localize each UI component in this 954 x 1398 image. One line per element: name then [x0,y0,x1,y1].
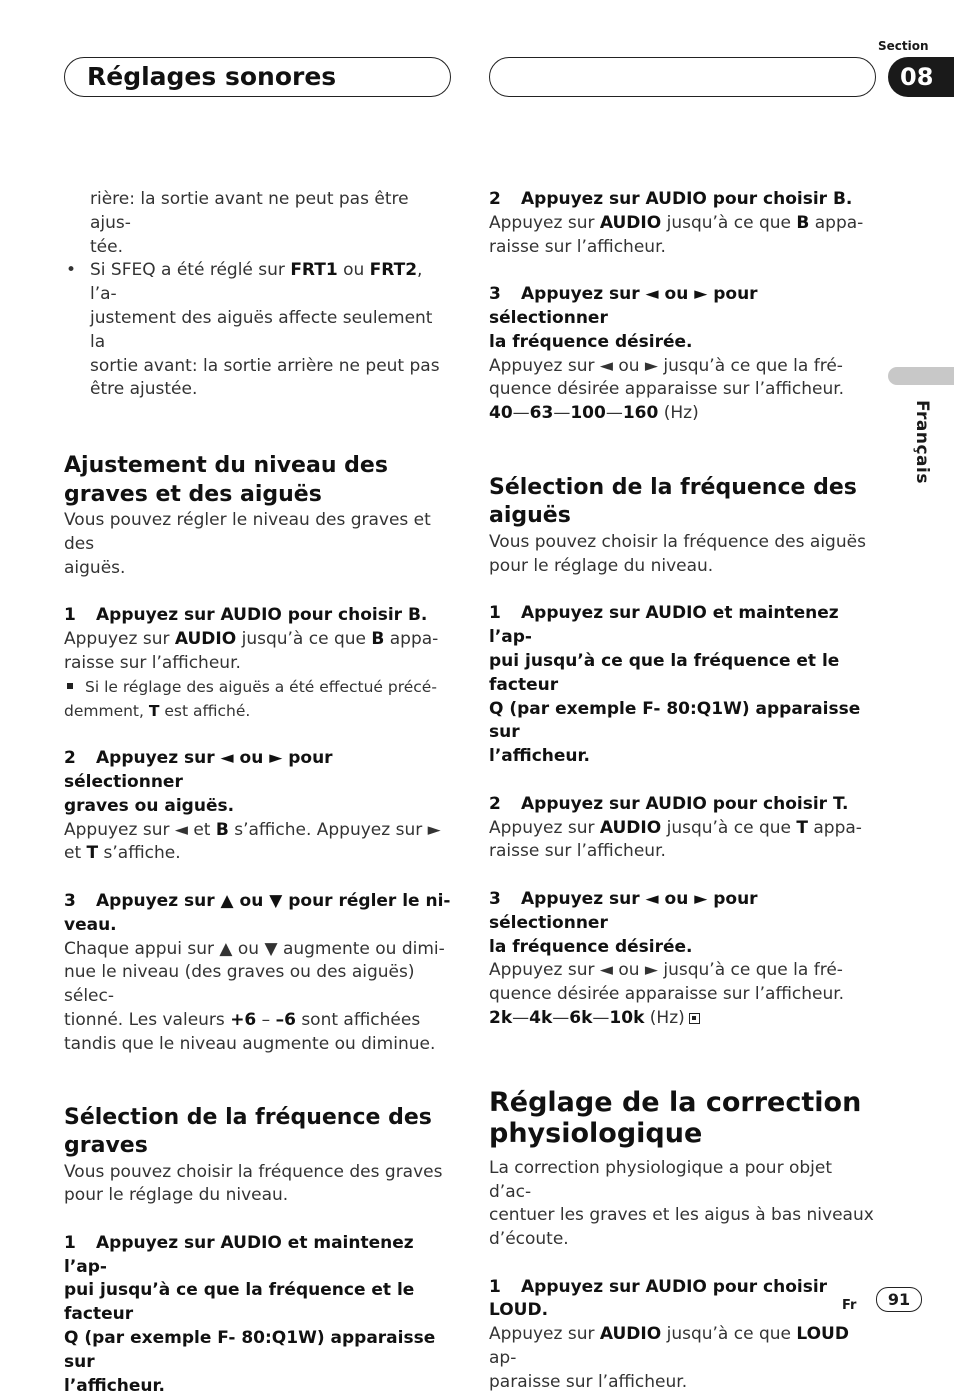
step-body: Appuyez sur ◄ ou ► jusqu’à ce que la fré- [489,355,843,376]
step-heading: 1 Appuyez sur AUDIO et maintenez l’ap- [489,603,839,648]
intro-text: Vous pouvez choisir la fréquence des graves [64,1161,443,1182]
intro-text: pour le réglage du niveau. [489,555,714,576]
step-heading: l’afficheur. [64,1375,165,1396]
intro-text: aiguës. [64,557,126,578]
step-heading: l’afficheur. [489,746,590,767]
step-heading: veau. [64,914,117,935]
bullet-line-4: être ajustée. [90,379,198,400]
bullet-line-3: sortie avant: la sortie arrière ne peut pas [90,355,440,376]
step-heading: Q (par exemple F- 80:Q1W) apparaisse sur [64,1328,436,1372]
intro-text: pour le réglage du niveau. [64,1185,289,1206]
note-text: demment, T est affiché. [64,701,251,720]
intro-text: d’écoute. [489,1229,569,1250]
header-title-box [64,57,451,97]
header-blank-box [489,57,876,97]
step-body: Chaque appui sur ▲ ou ▼ augmente ou dimi- [64,938,445,959]
left-column [64,188,452,1398]
step-body: Appuyez sur AUDIO jusqu’à ce que LOUD ap- [489,1324,849,1369]
step-body: Appuyez sur ◄ ou ► jusqu’à ce que la fré- [489,960,843,981]
step-heading: 2 Appuyez sur AUDIO pour choisir T. [489,793,849,814]
step-body: nue le niveau (des graves ou des aiguës) sélec- [64,962,415,1007]
step-body: raisse sur l’afficheur. [489,841,666,862]
step-heading: pui jusqu’à ce que la fréquence et le facteur [489,650,840,695]
step-body: tionné. Les valeurs +6 – –6 sont affichées [64,1009,421,1030]
step-heading: pui jusqu’à ce que la fréquence et le facteur [64,1280,415,1325]
step-heading: 3 Appuyez sur ◄ ou ► pour sélectionner [489,284,758,328]
frequency-values: 40—63—100—160 (Hz) [489,403,699,424]
intro-text: La correction physiologique a pour objet d’ac- [489,1157,833,1202]
step-body: quence désirée apparaisse sur l’afficheur. [489,984,845,1005]
frequency-values: 2k—4k—6k—10k (Hz) [489,1007,877,1031]
step-heading: 2 Appuyez sur ◄ ou ► pour sélectionner [64,748,333,792]
step-heading: 1 Appuyez sur AUDIO pour choisir LOUD. [489,1276,828,1321]
step-heading: 2 Appuyez sur AUDIO pour choisir B. [489,189,853,209]
heading-bass-treble-level: Ajustement du niveau des graves et des aiguës [64,453,388,507]
step-heading: 3 Appuyez sur ▲ ou ▼ pour régler le ni- [64,890,451,911]
intro-text: centuer les graves et les aigus à bas niveaux [489,1205,874,1226]
step-body: paraisse sur l’afficheur. [489,1371,688,1392]
language-tab-marker [888,367,954,385]
step-heading: 3 Appuyez sur ◄ ou ► pour sélectionner [489,888,758,933]
footer-language-code: Fr [842,1298,857,1313]
step-heading: 1 Appuyez sur AUDIO et maintenez l’ap- [64,1232,414,1277]
continued-text-2: tée. [90,236,123,257]
step-body: Appuyez sur ◄ et B s’affiche. Appuyez sur ► [64,819,441,840]
step-body: Appuyez sur AUDIO jusqu’à ce que B appa- [64,629,439,650]
page-number: 91 [876,1287,922,1312]
heading-treble-frequency: Sélection de la fréquence des aiguës [489,474,857,529]
note-icon [67,683,73,689]
intro-text: Vous pouvez régler le niveau des graves et des [64,510,431,554]
step-body: raisse sur l’afficheur. [489,236,666,257]
step-heading: Q (par exemple F- 80:Q1W) apparaisse sur [489,698,861,743]
note-text: Si le réglage des aiguës a été effectué précé- [64,676,452,700]
step-body: Appuyez sur AUDIO jusqu’à ce que B appa- [489,212,864,233]
bullet-item: • Si SFEQ a été réglé sur FRT1 ou FRT2, l’a- [64,259,452,307]
step-heading: graves ou aiguës. [64,795,235,816]
intro-text: Vous pouvez choisir la fréquence des aiguës [489,531,866,552]
step-body: et T s’affiche. [64,843,181,864]
right-column [489,188,877,1395]
continued-text-1: rière: la sortie avant ne peut pas être ajus- [90,189,409,233]
language-tab-label: Français [912,400,932,484]
step-body: quence désirée apparaisse sur l’afficheur. [489,379,845,400]
heading-loudness: Réglage de la correction physiologique [489,1086,862,1149]
step-heading: la fréquence désirée. [489,936,693,957]
step-body: tandis que le niveau augmente ou diminue. [64,1033,436,1054]
bullet-line-2: justement des aiguës affecte seulement la [90,307,433,352]
page-title: Réglages sonores [87,62,337,91]
step-heading: la fréquence désirée. [489,331,693,352]
section-label: Section [878,39,929,53]
step-body: raisse sur l’afficheur. [64,652,241,673]
section-number-tab: 08 [888,57,954,97]
end-mark-icon [689,1013,700,1024]
step-body: Appuyez sur AUDIO jusqu’à ce que T appa- [489,817,862,838]
step-heading: 1 Appuyez sur AUDIO pour choisir B. [64,605,428,626]
heading-bass-frequency: Sélection de la fréquence des graves [64,1104,432,1158]
